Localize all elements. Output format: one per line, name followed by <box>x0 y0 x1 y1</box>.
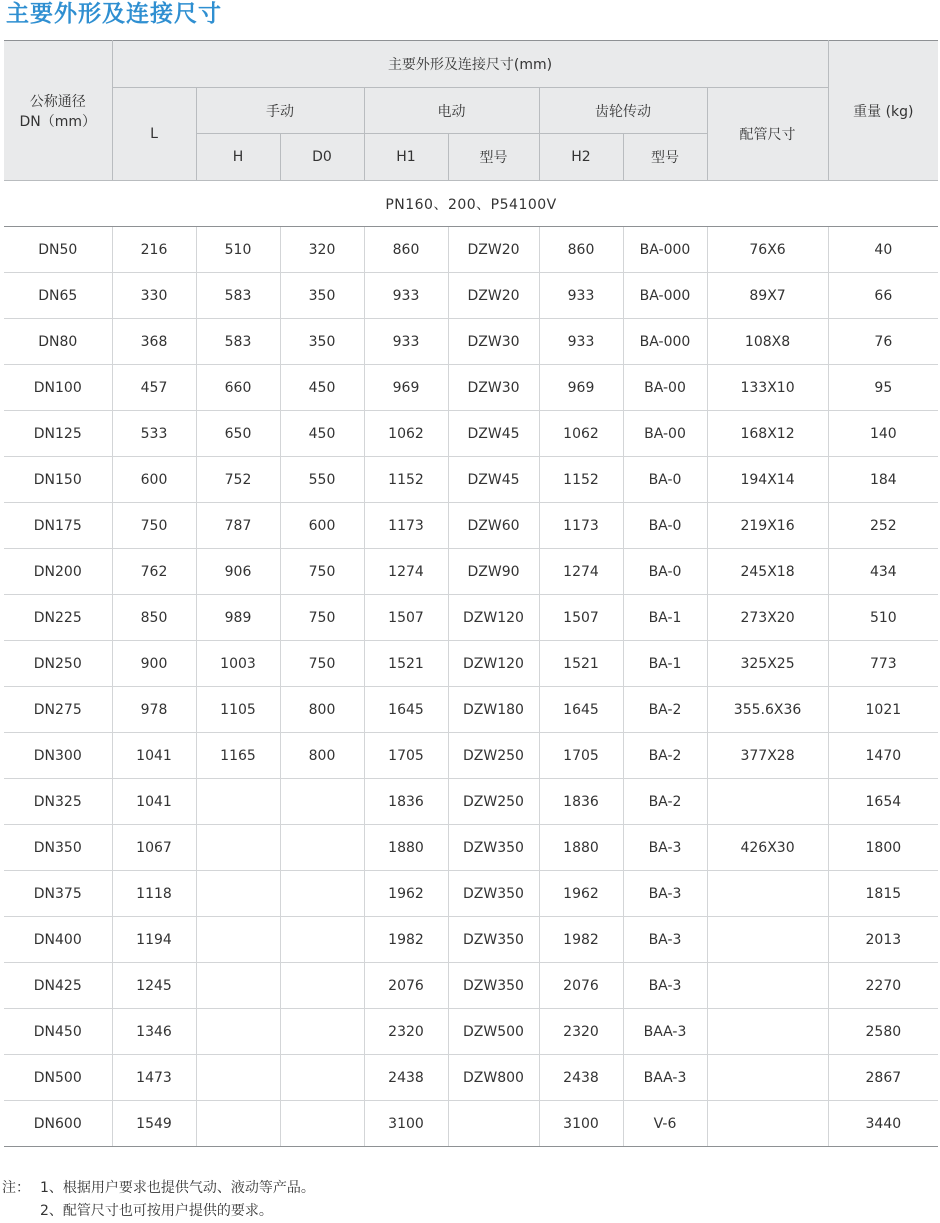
header-dimensions-group: 主要外形及连接尺寸(mm) <box>112 41 828 88</box>
cell-length: 1194 <box>112 917 196 963</box>
cell-d0 <box>280 779 364 825</box>
cell-electric-model: DZW350 <box>448 825 539 871</box>
table-row <box>4 779 938 825</box>
cell-pipe-size <box>707 963 828 1009</box>
cell-h: 1165 <box>196 733 280 779</box>
cell-pipe-size: 219X16 <box>707 503 828 549</box>
cell-length: 600 <box>112 457 196 503</box>
cell-dn: DN325 <box>4 779 112 825</box>
cell-h: 660 <box>196 365 280 411</box>
cell-weight: 434 <box>828 549 938 595</box>
cell-pipe-size: 89X7 <box>707 273 828 319</box>
cell-h <box>196 1055 280 1101</box>
cell-gear-model: BA-0 <box>623 549 707 595</box>
cell-h1: 933 <box>364 273 448 319</box>
cell-pipe-size: 273X20 <box>707 595 828 641</box>
cell-dn: DN175 <box>4 503 112 549</box>
table-row <box>4 963 938 1009</box>
cell-pipe-size: 377X28 <box>707 733 828 779</box>
cell-h1: 2438 <box>364 1055 448 1101</box>
cell-h2: 1962 <box>539 871 623 917</box>
cell-electric-model: DZW30 <box>448 319 539 365</box>
cell-h2: 1705 <box>539 733 623 779</box>
cell-weight: 2867 <box>828 1055 938 1101</box>
cell-h: 1105 <box>196 687 280 733</box>
cell-h2: 1062 <box>539 411 623 457</box>
cell-dn: DN425 <box>4 963 112 1009</box>
cell-pipe-size: 426X30 <box>707 825 828 871</box>
table-row <box>4 227 938 273</box>
cell-h1: 1152 <box>364 457 448 503</box>
cell-dn: DN450 <box>4 1009 112 1055</box>
cell-d0: 350 <box>280 319 364 365</box>
note-2: 2、配管尺寸也可按用户提供的要求。 <box>40 1203 273 1219</box>
cell-gear-model: BA-2 <box>623 687 707 733</box>
cell-h1: 2076 <box>364 963 448 1009</box>
cell-electric-model: DZW800 <box>448 1055 539 1101</box>
cell-h1: 1705 <box>364 733 448 779</box>
cell-d0: 600 <box>280 503 364 549</box>
cell-h: 583 <box>196 273 280 319</box>
cell-length: 533 <box>112 411 196 457</box>
cell-h: 752 <box>196 457 280 503</box>
table-row <box>4 503 938 549</box>
table-row <box>4 319 938 365</box>
cell-gear-model: BA-000 <box>623 319 707 365</box>
cell-dn: DN375 <box>4 871 112 917</box>
header-pipe-size: 配管尺寸 <box>707 88 828 181</box>
cell-gear-model: BA-2 <box>623 733 707 779</box>
cell-electric-model: DZW120 <box>448 641 539 687</box>
cell-pipe-size: 245X18 <box>707 549 828 595</box>
table-row <box>4 871 938 917</box>
header-gear: 齿轮传动 <box>539 88 707 134</box>
cell-h: 650 <box>196 411 280 457</box>
cell-pipe-size <box>707 1009 828 1055</box>
header-manual: 手动 <box>196 88 364 134</box>
cell-h2: 1880 <box>539 825 623 871</box>
cell-dn: DN600 <box>4 1101 112 1147</box>
cell-length: 978 <box>112 687 196 733</box>
cell-d0: 750 <box>280 641 364 687</box>
cell-dn: DN350 <box>4 825 112 871</box>
cell-weight: 140 <box>828 411 938 457</box>
cell-gear-model: BAA-3 <box>623 1009 707 1055</box>
cell-d0: 750 <box>280 595 364 641</box>
cell-electric-model: DZW120 <box>448 595 539 641</box>
cell-dn: DN275 <box>4 687 112 733</box>
cell-h1: 2320 <box>364 1009 448 1055</box>
header-h: H <box>196 134 280 181</box>
table-row <box>4 1101 938 1147</box>
cell-weight: 773 <box>828 641 938 687</box>
cell-h <box>196 825 280 871</box>
cell-electric-model: DZW60 <box>448 503 539 549</box>
cell-gear-model: BA-3 <box>623 871 707 917</box>
header-electric-model: 型号 <box>448 134 539 181</box>
cell-h1: 1836 <box>364 779 448 825</box>
cell-h <box>196 917 280 963</box>
cell-electric-model: DZW350 <box>448 871 539 917</box>
cell-h2: 1507 <box>539 595 623 641</box>
cell-h <box>196 1009 280 1055</box>
cell-gear-model: V-6 <box>623 1101 707 1147</box>
table-row <box>4 1009 938 1055</box>
cell-h: 1003 <box>196 641 280 687</box>
cell-dn: DN80 <box>4 319 112 365</box>
cell-h1: 860 <box>364 227 448 273</box>
cell-length: 900 <box>112 641 196 687</box>
cell-electric-model: DZW20 <box>448 273 539 319</box>
cell-d0 <box>280 825 364 871</box>
cell-length: 1473 <box>112 1055 196 1101</box>
cell-weight: 2580 <box>828 1009 938 1055</box>
cell-pipe-size: 76X6 <box>707 227 828 273</box>
cell-length: 1041 <box>112 733 196 779</box>
cell-weight: 66 <box>828 273 938 319</box>
note-1: 1、根据用户要求也提供气动、液动等产品。 <box>40 1180 315 1196</box>
cell-pipe-size: 168X12 <box>707 411 828 457</box>
header-d0: D0 <box>280 134 364 181</box>
cell-d0: 350 <box>280 273 364 319</box>
cell-electric-model: DZW30 <box>448 365 539 411</box>
cell-gear-model: BA-3 <box>623 917 707 963</box>
cell-gear-model: BA-1 <box>623 641 707 687</box>
cell-length: 368 <box>112 319 196 365</box>
table-row <box>4 411 938 457</box>
cell-h2: 1274 <box>539 549 623 595</box>
cell-weight: 252 <box>828 503 938 549</box>
cell-gear-model: BA-0 <box>623 457 707 503</box>
cell-d0 <box>280 1101 364 1147</box>
cell-pipe-size <box>707 779 828 825</box>
dimensions-table <box>4 40 938 1147</box>
cell-weight: 2013 <box>828 917 938 963</box>
cell-weight: 1470 <box>828 733 938 779</box>
cell-dn: DN300 <box>4 733 112 779</box>
cell-dn: DN225 <box>4 595 112 641</box>
cell-length: 457 <box>112 365 196 411</box>
cell-h2: 933 <box>539 319 623 365</box>
cell-h: 510 <box>196 227 280 273</box>
cell-electric-model <box>448 1101 539 1147</box>
header-h2: H2 <box>539 134 623 181</box>
cell-h2: 860 <box>539 227 623 273</box>
cell-pipe-size: 325X25 <box>707 641 828 687</box>
header-weight: 重量 (kg) <box>828 41 938 181</box>
cell-d0 <box>280 917 364 963</box>
cell-d0 <box>280 963 364 1009</box>
cell-weight: 2270 <box>828 963 938 1009</box>
header-electric: 电动 <box>364 88 539 134</box>
cell-pipe-size: 108X8 <box>707 319 828 365</box>
cell-weight: 3440 <box>828 1101 938 1147</box>
cell-dn: DN100 <box>4 365 112 411</box>
table-row <box>4 595 938 641</box>
cell-electric-model: DZW250 <box>448 779 539 825</box>
cell-h1: 1962 <box>364 871 448 917</box>
cell-h2: 1173 <box>539 503 623 549</box>
table-row <box>4 365 938 411</box>
cell-weight: 1815 <box>828 871 938 917</box>
cell-gear-model: BA-00 <box>623 365 707 411</box>
cell-h2: 2320 <box>539 1009 623 1055</box>
cell-dn: DN400 <box>4 917 112 963</box>
cell-h1: 1274 <box>364 549 448 595</box>
cell-h1: 1173 <box>364 503 448 549</box>
cell-h2: 1982 <box>539 917 623 963</box>
cell-length: 850 <box>112 595 196 641</box>
cell-h2: 933 <box>539 273 623 319</box>
cell-d0: 800 <box>280 733 364 779</box>
cell-d0: 800 <box>280 687 364 733</box>
cell-length: 330 <box>112 273 196 319</box>
cell-dn: DN250 <box>4 641 112 687</box>
cell-length: 1067 <box>112 825 196 871</box>
table-row <box>4 733 938 779</box>
cell-h1: 1521 <box>364 641 448 687</box>
cell-length: 750 <box>112 503 196 549</box>
cell-d0: 750 <box>280 549 364 595</box>
header-h1: H1 <box>364 134 448 181</box>
cell-gear-model: BA-0 <box>623 503 707 549</box>
cell-electric-model: DZW45 <box>448 457 539 503</box>
cell-dn: DN125 <box>4 411 112 457</box>
cell-h2: 1836 <box>539 779 623 825</box>
cell-h: 787 <box>196 503 280 549</box>
cell-electric-model: DZW20 <box>448 227 539 273</box>
cell-d0: 550 <box>280 457 364 503</box>
cell-h1: 933 <box>364 319 448 365</box>
cell-length: 216 <box>112 227 196 273</box>
cell-length: 1549 <box>112 1101 196 1147</box>
cell-electric-model: DZW350 <box>448 963 539 1009</box>
cell-gear-model: BA-2 <box>623 779 707 825</box>
cell-h <box>196 779 280 825</box>
cell-d0: 450 <box>280 365 364 411</box>
cell-h2: 1152 <box>539 457 623 503</box>
cell-gear-model: BA-3 <box>623 963 707 1009</box>
cell-gear-model: BA-3 <box>623 825 707 871</box>
cell-h2: 2438 <box>539 1055 623 1101</box>
table-row <box>4 825 938 871</box>
cell-dn: DN150 <box>4 457 112 503</box>
table-row <box>4 549 938 595</box>
cell-h <box>196 1101 280 1147</box>
cell-pipe-size: 133X10 <box>707 365 828 411</box>
cell-length: 1346 <box>112 1009 196 1055</box>
cell-h: 906 <box>196 549 280 595</box>
table-row <box>4 917 938 963</box>
cell-h: 583 <box>196 319 280 365</box>
cell-pipe-size: 355.6X36 <box>707 687 828 733</box>
table-row <box>4 273 938 319</box>
cell-length: 762 <box>112 549 196 595</box>
cell-dn: DN500 <box>4 1055 112 1101</box>
cell-d0 <box>280 1055 364 1101</box>
cell-electric-model: DZW90 <box>448 549 539 595</box>
cell-gear-model: BA-000 <box>623 227 707 273</box>
notes <box>2 1177 315 1223</box>
cell-weight: 95 <box>828 365 938 411</box>
cell-d0 <box>280 1009 364 1055</box>
table-row <box>4 1055 938 1101</box>
cell-weight: 1021 <box>828 687 938 733</box>
cell-length: 1118 <box>112 871 196 917</box>
cell-gear-model: BA-1 <box>623 595 707 641</box>
cell-weight: 1800 <box>828 825 938 871</box>
cell-h1: 1880 <box>364 825 448 871</box>
cell-electric-model: DZW500 <box>448 1009 539 1055</box>
notes-label: 注： <box>2 1180 30 1196</box>
pressure-class-section: PN160、200、P54100V <box>4 181 938 227</box>
cell-pipe-size <box>707 917 828 963</box>
cell-weight: 76 <box>828 319 938 365</box>
cell-weight: 1654 <box>828 779 938 825</box>
cell-pipe-size <box>707 871 828 917</box>
cell-gear-model: BAA-3 <box>623 1055 707 1101</box>
cell-h2: 3100 <box>539 1101 623 1147</box>
cell-h2: 1645 <box>539 687 623 733</box>
table-row <box>4 457 938 503</box>
table-row <box>4 687 938 733</box>
cell-pipe-size <box>707 1055 828 1101</box>
cell-h2: 969 <box>539 365 623 411</box>
cell-h1: 3100 <box>364 1101 448 1147</box>
cell-electric-model: DZW250 <box>448 733 539 779</box>
cell-h1: 1507 <box>364 595 448 641</box>
cell-h1: 969 <box>364 365 448 411</box>
cell-d0: 320 <box>280 227 364 273</box>
cell-weight: 40 <box>828 227 938 273</box>
table-row <box>4 641 938 687</box>
header-length: L <box>112 88 196 181</box>
cell-pipe-size: 194X14 <box>707 457 828 503</box>
cell-gear-model: BA-00 <box>623 411 707 457</box>
cell-electric-model: DZW180 <box>448 687 539 733</box>
cell-electric-model: DZW350 <box>448 917 539 963</box>
cell-pipe-size <box>707 1101 828 1147</box>
cell-dn: DN50 <box>4 227 112 273</box>
cell-weight: 184 <box>828 457 938 503</box>
cell-length: 1041 <box>112 779 196 825</box>
cell-h: 989 <box>196 595 280 641</box>
cell-length: 1245 <box>112 963 196 1009</box>
cell-weight: 510 <box>828 595 938 641</box>
cell-h1: 1982 <box>364 917 448 963</box>
cell-d0: 450 <box>280 411 364 457</box>
cell-dn: DN200 <box>4 549 112 595</box>
page-title: 主要外形及连接尺寸 <box>6 1 222 27</box>
cell-h2: 2076 <box>539 963 623 1009</box>
cell-gear-model: BA-000 <box>623 273 707 319</box>
cell-electric-model: DZW45 <box>448 411 539 457</box>
header-gear-model: 型号 <box>623 134 707 181</box>
cell-h1: 1062 <box>364 411 448 457</box>
cell-h2: 1521 <box>539 641 623 687</box>
header-nominal-diameter: 公称通径 DN（mm） <box>4 41 112 181</box>
cell-h <box>196 963 280 1009</box>
cell-d0 <box>280 871 364 917</box>
cell-h <box>196 871 280 917</box>
cell-h1: 1645 <box>364 687 448 733</box>
cell-dn: DN65 <box>4 273 112 319</box>
